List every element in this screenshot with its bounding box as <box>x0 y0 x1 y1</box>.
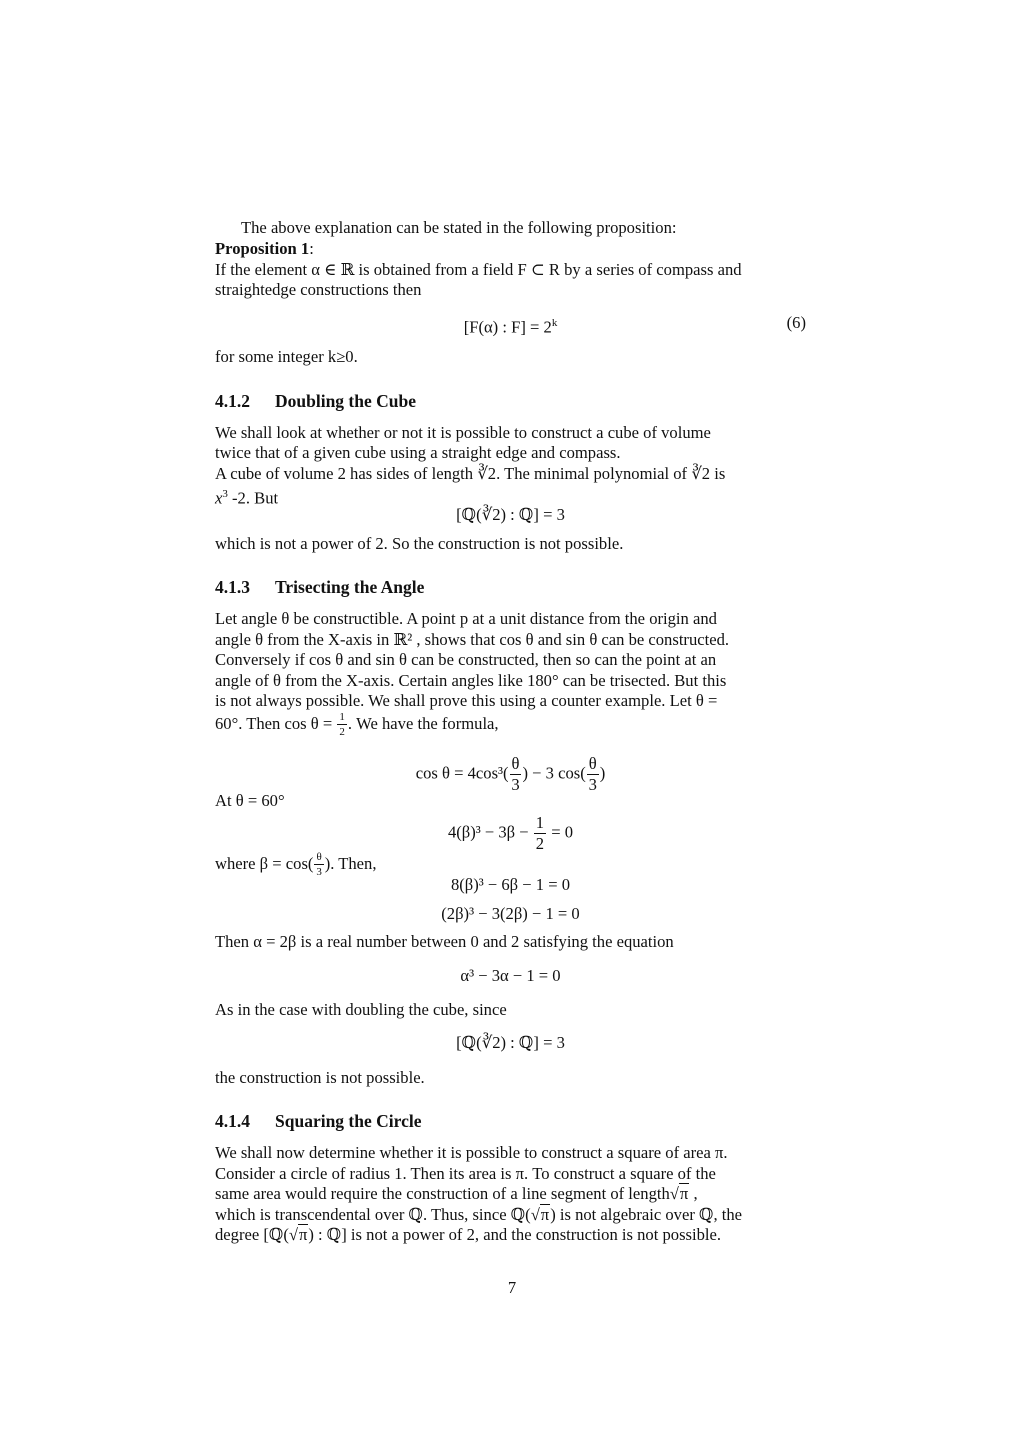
paragraph-line: We shall now determine whether it is possible to construct a square of area π. <box>215 1143 728 1162</box>
fraction-denominator: 3 <box>316 866 322 878</box>
paragraph-line: As in the case with doubling the cube, since <box>215 1000 507 1019</box>
paragraph-line: which is transcendental over ℚ. Thus, since ℚ(√π) is not algebraic over ℚ, the <box>215 1205 743 1224</box>
fraction-numerator: 1 <box>535 813 545 832</box>
paragraph-text: degree [ℚ( <box>215 1225 289 1244</box>
equation-part: 4(β)³ − 3β − <box>447 822 529 842</box>
paragraph-line: Conversely if cos θ and sin θ can be constructed, then so can the point at an <box>215 650 717 669</box>
radicand: π <box>298 1225 308 1244</box>
fraction-theta-over-3 <box>510 756 522 793</box>
paragraph-text: . We have the formula, <box>347 713 499 733</box>
proposition-line-2: straightedge constructions then <box>215 280 422 299</box>
paragraph-line: At θ = 60° <box>215 791 285 810</box>
equation-cos-triple-angle <box>215 756 806 793</box>
paragraph-line: which is not a power of 2. So the construction is not possible. <box>215 534 624 553</box>
section-number: 4.1.4 <box>215 1111 250 1131</box>
paragraph-line: A cube of volume 2 has sides of length ∛2. The minimal polynomial of ∛2 is <box>215 464 726 483</box>
paragraph-text: ) is not algebraic over ℚ, the <box>550 1205 743 1224</box>
paragraph-line: We shall look at whether or not it is possible to construct a cube of volume <box>215 423 711 442</box>
paragraph-line: Let angle θ be constructible. A point p at a unit distance from the origin and <box>215 609 717 628</box>
paragraph-text: same area would require the construction of a line segment of length <box>215 1184 670 1203</box>
paragraph-line: angle of θ from the X-axis. Certain angles like 180° can be trisected. But this <box>215 671 727 690</box>
paragraph-line: twice that of a given cube using a straight edge and compass. <box>215 443 621 462</box>
section-title: Trisecting the Angle <box>275 577 425 597</box>
paragraph-line: degree [ℚ(√π) : ℚ] is not a power of 2, and the construction is not possible. <box>215 1225 722 1244</box>
paragraph-line <box>215 712 806 738</box>
paragraph-text: where β = cos( <box>215 853 314 873</box>
fraction-one-half <box>337 712 347 738</box>
paragraph-text: , <box>689 1184 698 1203</box>
paragraph-line: Then α = 2β is a real number between 0 and 2 satisfying the equation <box>215 932 674 951</box>
equation-beta-2: 8(β)³ − 6β − 1 = 0 <box>450 875 571 894</box>
equation-6-exponent: k <box>551 317 558 329</box>
equation-6 <box>215 313 806 338</box>
equation-beta-3: (2β)³ − 3(2β) − 1 = 0 <box>441 904 580 923</box>
equation-part: = 0 <box>551 822 574 842</box>
equation-number: (6) <box>786 313 806 332</box>
paragraph-line: Consider a circle of radius 1. Then its area is π. To construct a square of the <box>215 1164 716 1183</box>
equation-part: ) − 3 cos( <box>522 763 586 783</box>
section-number: 4.1.3 <box>215 577 250 597</box>
paragraph-text: 60°. Then cos θ = <box>215 713 333 733</box>
page-number: 7 <box>507 1278 517 1297</box>
fraction-denominator: 3 <box>511 774 520 794</box>
section-heading-4-1-2 <box>215 391 806 411</box>
paragraph-line: angle θ from the X-axis in ℝ² , shows that cos θ and sin θ can be constructed. <box>215 630 730 649</box>
equation-degree-cube: [ℚ(∛2) : ℚ] = 3 <box>456 1033 565 1052</box>
proposition-heading <box>215 239 806 259</box>
fraction-numerator: θ <box>588 754 597 773</box>
fraction-theta-over-3 <box>587 756 599 793</box>
equation-part: ) <box>599 763 606 783</box>
variable-x: x <box>215 488 223 508</box>
equation-degree-cube: [ℚ(∛2) : ℚ] = 3 <box>456 505 565 524</box>
section-title: Doubling the Cube <box>275 391 417 411</box>
paragraph-line: the construction is not possible. <box>215 1068 425 1087</box>
paragraph-text: ). Then, <box>324 853 377 873</box>
fraction-numerator: 1 <box>339 711 345 723</box>
fraction-denominator: 2 <box>339 726 345 738</box>
radicand: π <box>540 1205 550 1224</box>
equation-alpha: α³ − 3α − 1 = 0 <box>460 966 561 985</box>
proposition-condition: for some integer k≥0. <box>215 347 358 366</box>
paragraph-line: same area would require the construction of a line segment of length√π , <box>215 1184 698 1203</box>
section-heading-4-1-4 <box>215 1111 806 1131</box>
equation-beta-1 <box>215 815 806 852</box>
proposition-colon: : <box>309 239 314 258</box>
equation-6-body: [F(α) : F] = 2 <box>463 317 552 337</box>
paragraph-line: is not always possible. We shall prove this using a counter example. Let θ = <box>215 691 718 710</box>
fraction-one-half <box>534 815 546 852</box>
proposition-label: Proposition 1 <box>215 239 310 258</box>
paragraph-text: -2. But <box>227 488 279 508</box>
equation-part: cos θ = 4cos³( <box>415 763 509 783</box>
fraction-numerator: θ <box>511 754 520 773</box>
proposition-line-1: If the element α ∈ ℝ is obtained from a field F ⊂ R by a series of compass and <box>215 260 742 279</box>
section-title: Squaring the Circle <box>275 1111 422 1131</box>
fraction-denominator: 3 <box>588 774 597 794</box>
fraction-denominator: 2 <box>535 833 545 853</box>
section-number: 4.1.2 <box>215 391 250 411</box>
fraction-numerator: θ <box>316 851 322 863</box>
paragraph-text: which is transcendental over ℚ. Thus, since ℚ( <box>215 1205 531 1224</box>
paragraph-text: ) : ℚ] is not a power of 2, and the construction is not possible. <box>308 1225 722 1244</box>
exponent: 3 <box>222 488 228 500</box>
section-heading-4-1-3 <box>215 577 806 597</box>
intro-line: The above explanation can be stated in the following proposition: <box>241 218 677 237</box>
radicand: π <box>679 1184 689 1203</box>
